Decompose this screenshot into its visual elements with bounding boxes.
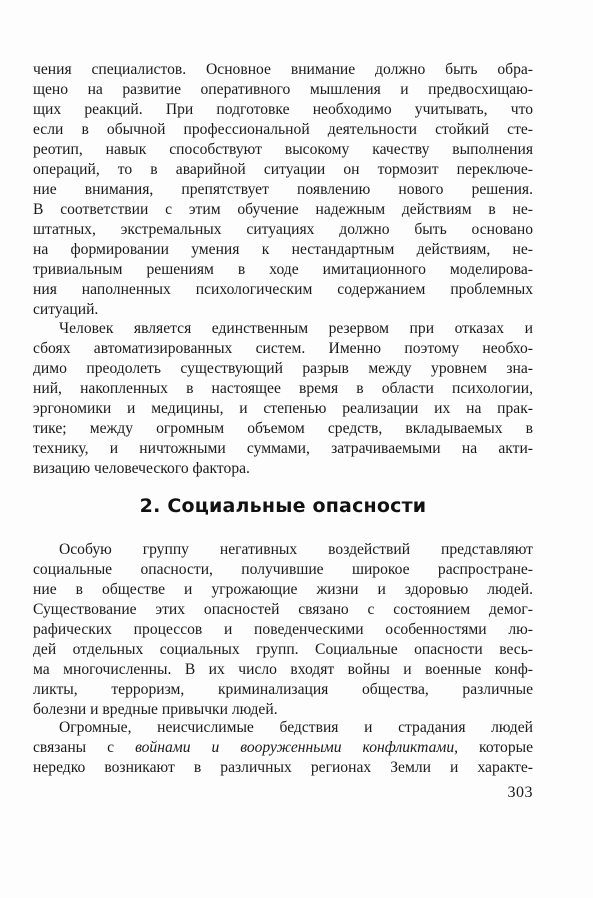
page-number: 303 xyxy=(507,784,533,801)
text-line: ний, накопленных в настоящее время в области психологии, xyxy=(33,380,533,397)
text-line: сбоях автоматизированных систем. Именно поэтому необхо- xyxy=(33,340,533,357)
paragraph-3 xyxy=(33,540,533,720)
text-line: ма многочисленны. В их число входят войны и военные конф- xyxy=(33,661,533,678)
text-line: Человек является единственным резервом при отказах и xyxy=(59,320,533,337)
text-line: ние в обществе и угрожающие жизни и здоровью людей. xyxy=(33,581,533,598)
text-line: Особую группу негативных воздействий представляют xyxy=(59,541,533,558)
text-line: ние внимания, препятствует появлению нового решения. xyxy=(33,181,533,198)
text-line: щих реакций. При подготовке необходимо учитывать, что xyxy=(33,101,533,118)
text-line: щено на развитие оперативного мышления и предвосхищаю- xyxy=(33,81,533,98)
paragraph-2 xyxy=(33,319,533,479)
text-line: если в обычной профессиональной деятельности стойкий сте- xyxy=(33,121,533,138)
text-line: нередко возникают в различных регионах Земли и характе- xyxy=(33,759,533,776)
paragraph-4 xyxy=(33,718,533,778)
text-line: чения специалистов. Основное внимание должно быть обра- xyxy=(33,61,533,78)
text-line: штатных, экстремальных ситуациях должно быть основано xyxy=(33,221,533,238)
text-line: технику, и ничтожными суммами, затрачиваемыми на акти- xyxy=(33,440,533,457)
text-line: операций, то в аварийной ситуации он тормозит переключе- xyxy=(33,161,533,178)
text-fragment: связаны с xyxy=(33,739,136,756)
paragraph-1 xyxy=(33,60,533,320)
text-line: димо преодолеть существующий разрыв между уровнем зна- xyxy=(33,360,533,377)
text-line: ситуаций. xyxy=(33,301,99,318)
italic-emphasis: войнами и вооруженными конфликтами, xyxy=(135,739,459,756)
text-line: Огромные, неисчислимые бедствия и страдания людей xyxy=(59,719,533,736)
text-line: тике; между огромным объемом средств, вкладываемых в xyxy=(33,420,533,437)
text-line: рафических процессов и поведенческими особенностями лю- xyxy=(33,621,533,638)
text-line: визацию человеческого фактора. xyxy=(33,460,250,477)
text-line-with-italic xyxy=(33,738,533,758)
text-fragment: которые xyxy=(458,739,533,756)
section-heading: 2. Социальные опасности xyxy=(139,495,427,517)
text-line: Существование этих опасностей связано с состоянием демог- xyxy=(33,601,533,618)
text-line: социальные опасности, получившие широкое распростране- xyxy=(33,561,533,578)
text-line: на формировании умения к нестандартным действиям, не- xyxy=(33,241,533,258)
text-line: В соответствии с этим обучение надежным действиям в не- xyxy=(33,201,533,218)
text-line: эргономики и медицины, и степенью реализации их на прак- xyxy=(33,400,533,417)
text-line: ликты, терроризм, криминализация общества, различные xyxy=(33,681,533,698)
text-line: тривиальным решениям в ходе имитационного моделирова- xyxy=(33,261,533,278)
text-line: реотип, навык способствуют высокому качеству выполнения xyxy=(33,141,533,158)
text-line: дей отдельных социальных групп. Социальные опасности весь- xyxy=(33,641,533,658)
text-line: болезни и вредные привычки людей. xyxy=(33,701,278,718)
text-line: ния наполненных психологическим содержанием проблемных xyxy=(33,281,533,298)
